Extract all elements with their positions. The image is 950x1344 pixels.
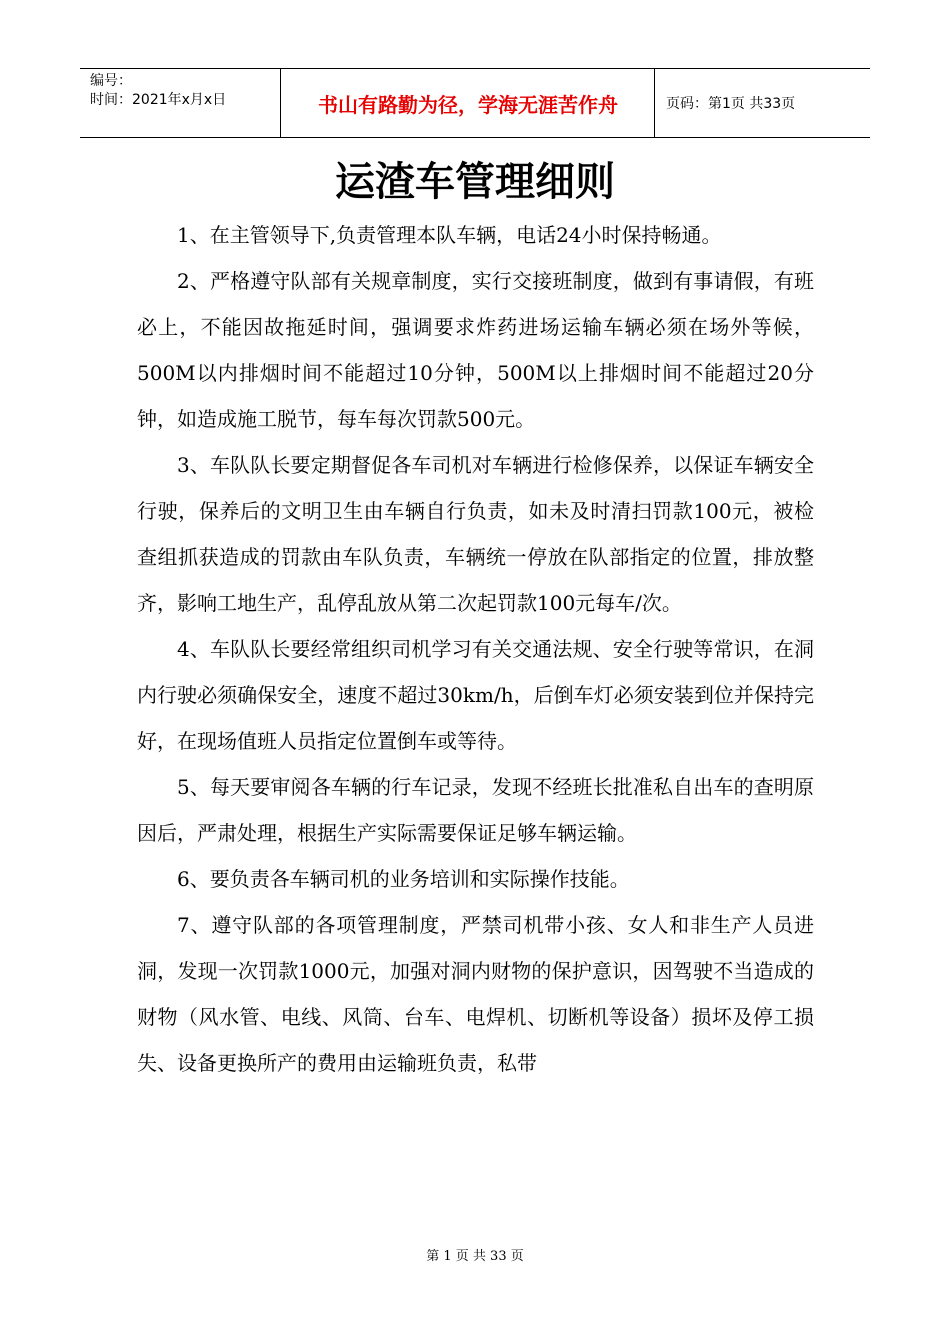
document-date: 时间：2021年x月x日: [90, 92, 227, 108]
page-footer: 第 1 页 共 33 页: [426, 1249, 524, 1264]
paragraph: 6、要负责各车辆司机的业务培训和实际操作技能。: [177, 867, 630, 891]
page-number-info: 页码：第1页 共33页: [666, 96, 796, 112]
header-page-cell: [656, 69, 870, 137]
header-motto-cell: [282, 69, 655, 137]
paragraph: 5、每天要审阅各车辆的行车记录，发现不经班长批准私自出车的查明原因后，严肃处理，根据生产实际需要保证足够车辆运输。: [137, 775, 814, 845]
document-title: 运渣车管理细则: [335, 159, 615, 205]
paragraph: 7、遵守队部的各项管理制度，严禁司机带小孩、女人和非生产人员进洞，发现一次罚款1000元，加强对洞内财物的保护意识，因驾驶不当造成的财物（风水管、电线、风筒、台车、电焊机、切断机等设备）损坏及停工损失、设备更换所产的费用由运输班负责，私带: [137, 913, 814, 1075]
motto-text: 书山有路勤为径，学海无涯苦作舟: [318, 92, 618, 117]
paragraph: 2、严格遵守队部有关规章制度，实行交接班制度，做到有事请假，有班必上，不能因故拖延时间，强调要求炸药进场运输车辆必须在场外等候，500M以内排烟时间不能超过10分钟，500M以上排烟时间不能超过20分钟，如造成施工脱节，每车每次罚款500元。: [137, 269, 814, 431]
paragraph: 1、在主管领导下,负责管理本队车辆，电话24小时保持畅通。: [177, 223, 722, 247]
paragraph: 3、车队队长要定期督促各车司机对车辆进行检修保养，以保证车辆安全行驶，保养后的文明卫生由车辆自行负责，如未及时清扫罚款100元，被检查组抓获造成的罚款由车队负责，车辆统一停放在队部指定的位置，排放整齐，影响工地生产，乱停乱放从第二次起罚款100元每车/次。: [137, 453, 814, 615]
header-meta-cell: [80, 69, 281, 137]
document-header: [80, 68, 870, 138]
paragraph: 4、车队队长要经常组织司机学习有关交通法规、安全行驶等常识，在洞内行驶必须确保安全，速度不超过30km/h，后倒车灯必须安装到位并保持完好，在现场值班人员指定位置倒车或等待。: [137, 637, 814, 753]
document-number-label: 编号：: [90, 73, 132, 89]
document-body: [137, 212, 814, 1086]
